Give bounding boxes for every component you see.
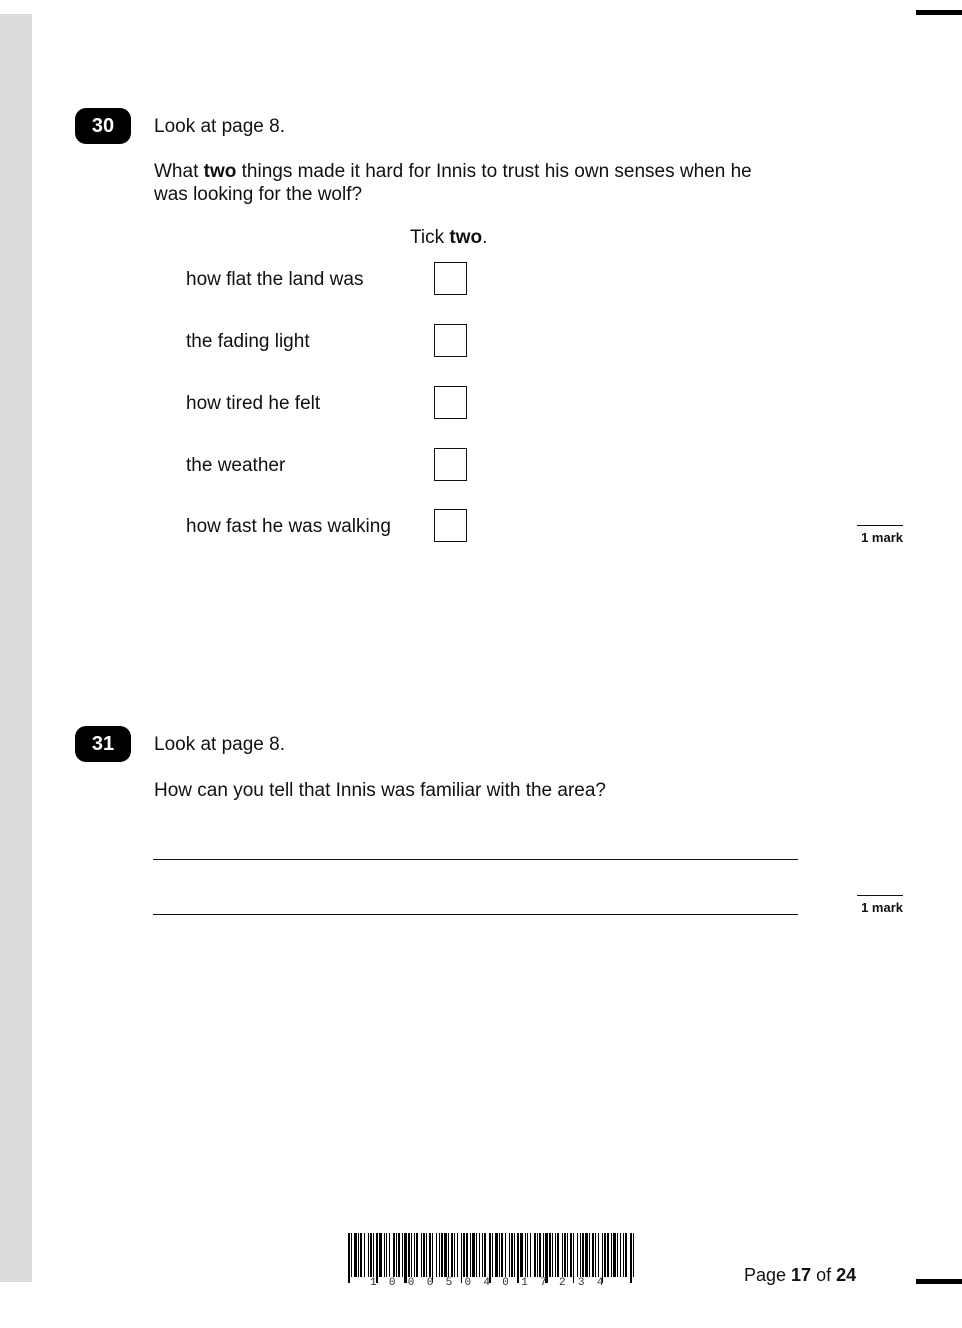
- barcode-digits: 1000504017234: [370, 1277, 616, 1289]
- q30-page-reference: Look at page 8.: [154, 116, 285, 137]
- question-number-31: 31: [75, 726, 131, 762]
- q30-option-label: how flat the land was: [186, 269, 364, 290]
- registration-mark-bottom: [916, 1279, 962, 1284]
- q30-tick-instruction: Tick two.: [410, 227, 488, 248]
- page-number: Page 17 of 24: [744, 1265, 857, 1285]
- q30-question-line-2: was looking for the wolf?: [154, 184, 363, 205]
- barcode-image: [348, 1233, 636, 1283]
- q30-tickbox-1[interactable]: [434, 262, 467, 295]
- q30-option-label: how tired he felt: [186, 393, 321, 414]
- left-margin-strip: [0, 14, 32, 1282]
- registration-mark-top: [916, 10, 962, 15]
- q30-tickbox-4[interactable]: [434, 448, 467, 481]
- q31-page-reference: Look at page 8.: [154, 734, 285, 755]
- q30-mark: 1 mark: [857, 530, 903, 545]
- q31-answer-line-2[interactable]: [153, 888, 798, 915]
- q31-answer-line-1[interactable]: [153, 833, 798, 860]
- q30-tickbox-2[interactable]: [434, 324, 467, 357]
- q30-tickbox-3[interactable]: [434, 386, 467, 419]
- q31-mark: 1 mark: [857, 900, 903, 915]
- q30-tickbox-5[interactable]: [434, 509, 467, 542]
- q30-option-label: the weather: [186, 455, 286, 476]
- question-number-30: 30: [75, 108, 131, 144]
- q31-question: How can you tell that Innis was familiar with the area?: [154, 780, 606, 801]
- q30-option-label: how fast he was walking: [186, 516, 391, 537]
- q30-question-line-1: What two things made it hard for Innis to trust his own senses when he: [154, 161, 752, 182]
- q30-emphasis-two: two: [203, 161, 237, 182]
- q30-option-label: the fading light: [186, 331, 310, 352]
